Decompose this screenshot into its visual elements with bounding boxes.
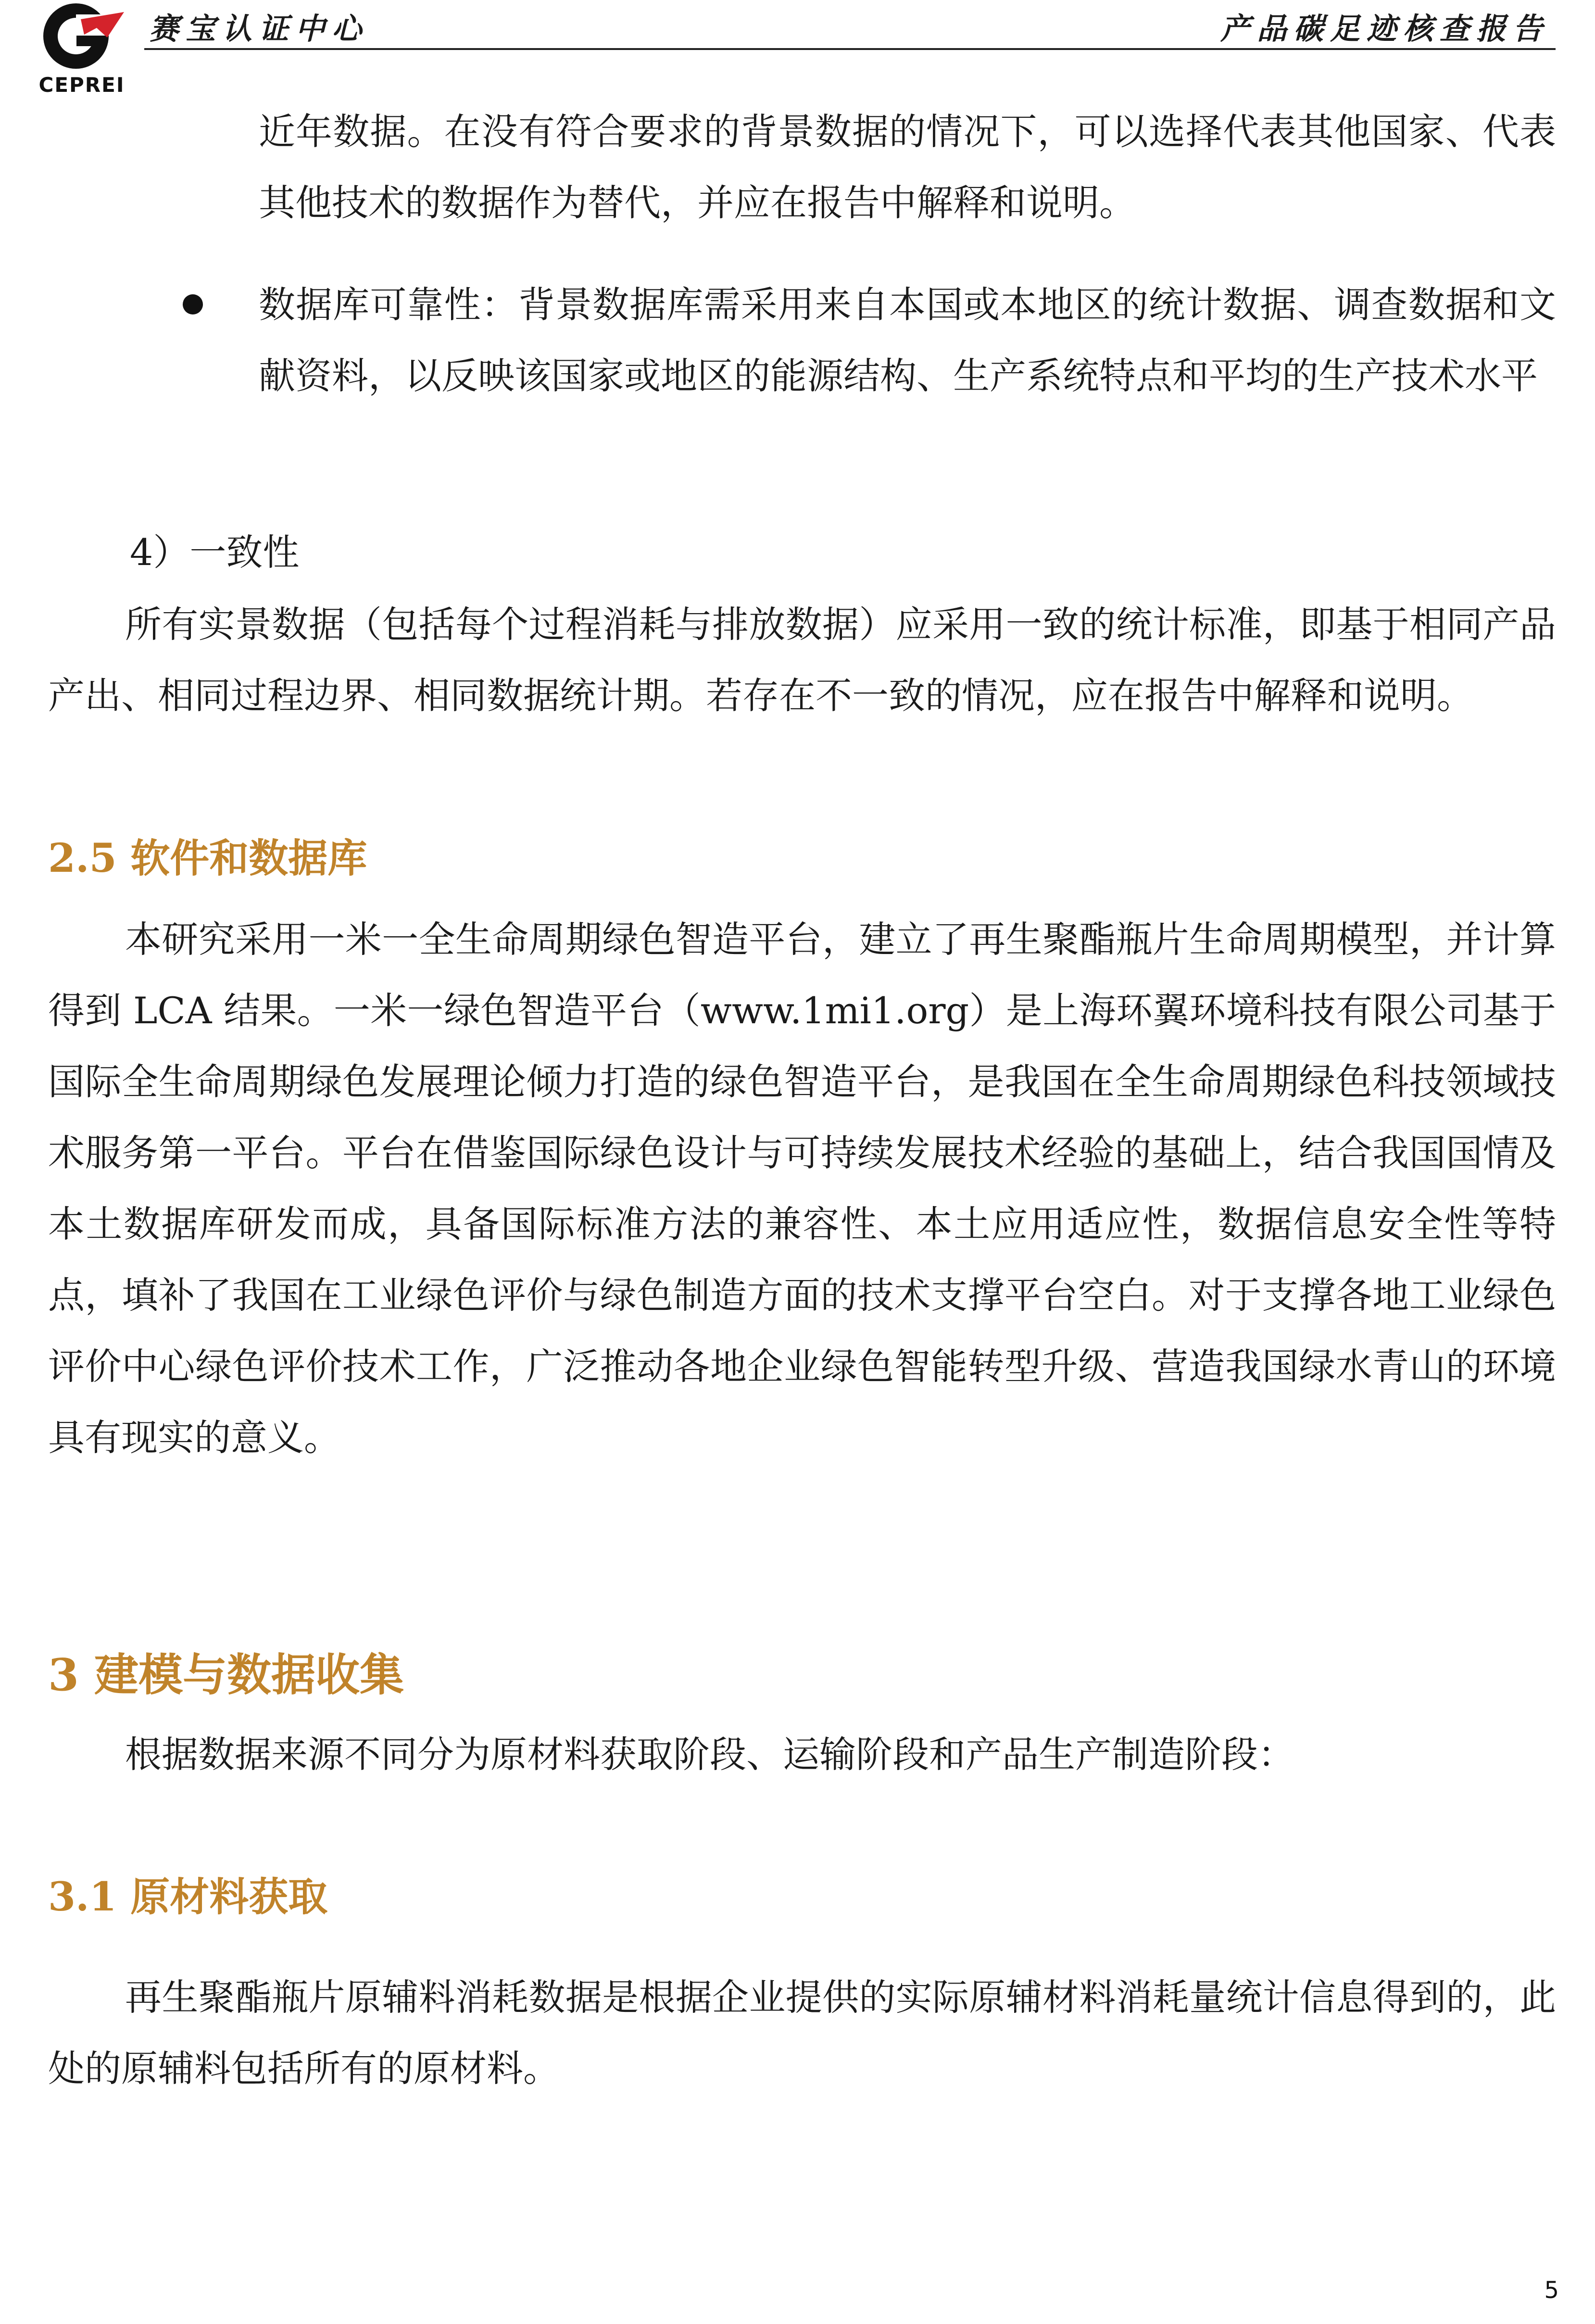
bullet-database-reliability: 数据库可靠性：背景数据库需采用来自本国或本地区的统计数据、调查数据和文献资料，以反映该国家或地区的能源结构、生产系统特点和平均的生产技术水平	[259, 283, 1556, 397]
page-header	[0, 0, 1595, 96]
paragraph-software-database: 本研究采用一米一全生命周期绿色智造平台，建立了再生聚酯瓶片生命周期模型，并计算得到 LCA 结果。一米一绿色智造平台（www.1mi1.org）是上海环翼环境科技有限公司基于国际全生命周期绿色发展理论倾力打造的绿色智造平台，是我国在全生命周期绿色科技领域技术服务第一平台。平台在借鉴国际绿色设计与可持续发展技术经验的基础上，结合我国国情及本土数据库研发而成，具备国际标准方法的兼容性、本土应用适应性，数据信息安全性等特点，填补了我国在工业绿色评价与绿色制造方面的技术支撑平台空白。对于支撑各地工业绿色评价中心绿色评价技术工作，广泛推动各地企业绿色智能转型升级、营造我国绿水青山的环境具有现实的意义。	[48, 918, 1556, 1459]
bullet-icon	[183, 294, 203, 314]
report-title: 产品碳足迹核查报告	[1220, 11, 1549, 46]
item-consistency-title: 4）一致性	[130, 531, 300, 574]
paragraph-consistency: 所有实景数据（包括每个过程消耗与排放数据）应采用一致的统计标准，即基于相同产品产出、相同过程边界、相同数据统计期。若存在不一致的情况，应在报告中解释和说明。	[48, 603, 1556, 717]
paragraph-modeling-intro: 根据数据来源不同分为原材料获取阶段、运输阶段和产品生产制造阶段：	[125, 1733, 1294, 1776]
page-number: 5	[1544, 2277, 1559, 2304]
header-divider	[144, 48, 1556, 50]
organization-name: 赛宝认证中心	[149, 11, 369, 46]
logo-text: CEPREI	[38, 73, 125, 97]
logo-mark-icon	[35, 0, 126, 72]
section-heading-2-5: 2.5 软件和数据库	[48, 835, 367, 881]
section-heading-3-1: 3.1 原材料获取	[48, 1874, 328, 1920]
ceprei-logo	[26, 0, 137, 96]
paragraph-continuation: 近年数据。在没有符合要求的背景数据的情况下，可以选择代表其他国家、代表其他技术的数据作为替代，并应在报告中解释和说明。	[259, 110, 1556, 224]
paragraph-raw-materials: 再生聚酯瓶片原辅料消耗数据是根据企业提供的实际原辅材料消耗量统计信息得到的，此处的原辅料包括所有的原材料。	[48, 1976, 1556, 2090]
section-heading-3: 3 建模与数据收集	[48, 1649, 404, 1701]
